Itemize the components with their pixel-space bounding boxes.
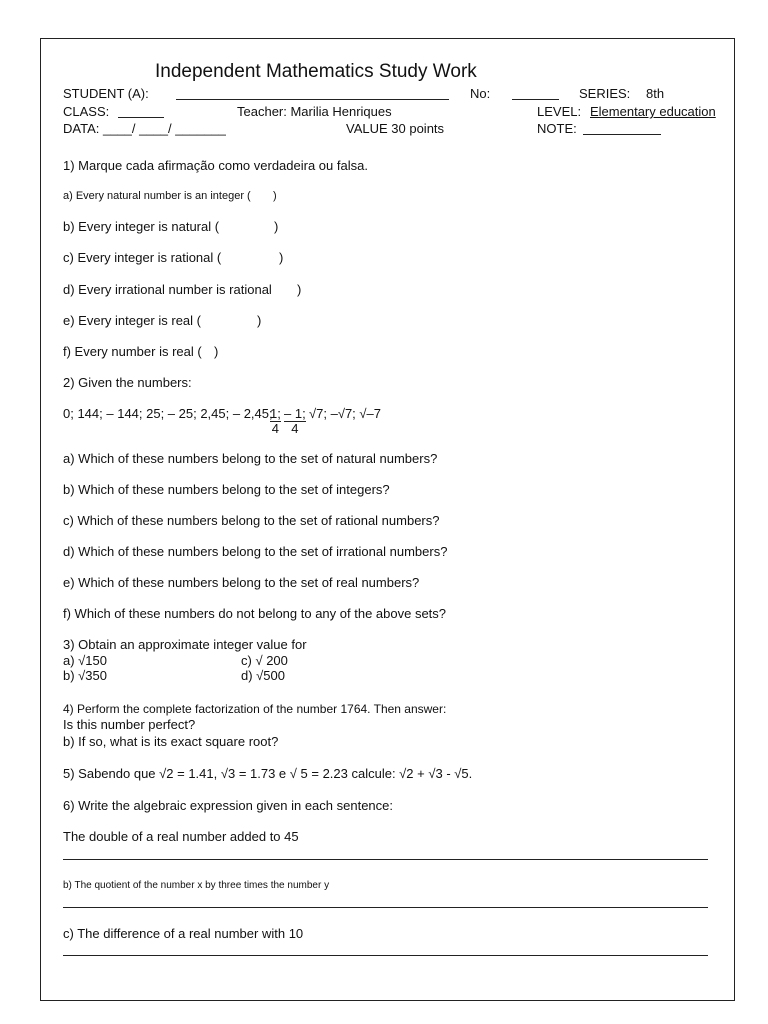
q3-item-d: d) √500 [241,668,285,683]
fraction-numerator: 1; [270,406,281,421]
q1-item-d: d) Every irrational number is rational [63,282,272,297]
question-4-prompt: 4) Perform the complete factorization of the number 1764. Then answer: [63,702,447,716]
question-5-text: 5) Sabendo que √2 = 1.41, √3 = 1.73 e √ 5 = 2.23 calcule: √2 + √3 - √5. [63,766,473,781]
q1-item-b-close: ) [274,219,279,234]
q1-item-c: c) Every integer is rational ( [63,250,222,265]
fraction-numerator: – 1; [284,406,306,421]
q1-item-b: b) Every integer is natural ( [63,219,220,234]
q1-item-e: e) Every integer is real ( [63,313,201,328]
question-1-prompt: 1) Marque cada afirmação como verdadeira ou falsa. [63,158,368,173]
page-title: Independent Mathematics Study Work [155,61,477,82]
q3-item-c: c) √ 200 [241,653,288,668]
number-blank[interactable] [512,99,559,100]
number-label: No: [470,86,491,101]
q2-numbers-prefix: 0; 144; – 144; 25; – 25; 2,45; – 2,45; [63,406,273,421]
q6-answer-line-b[interactable] [63,907,708,908]
q1-item-f-close: ) [214,344,219,359]
q1-item-d-close: ) [297,282,302,297]
fraction-denominator: 4 [284,421,306,436]
question-2-prompt: 2) Given the numbers: [63,375,192,390]
q6-item-a: The double of a real number added to 45 [63,829,299,844]
q6-answer-line-a[interactable] [63,859,708,860]
q1-item-c-close: ) [279,250,284,265]
student-label: STUDENT (A): [63,86,149,101]
q2-item-e: e) Which of these numbers belong to the set of real numbers? [63,575,420,590]
q2-item-a: a) Which of these numbers belong to the set of natural numbers? [63,451,438,466]
series-label: SERIES: [579,86,631,101]
fraction-denominator: 4 [271,421,280,436]
q2-item-f: f) Which of these numbers do not belong to any of the above sets? [63,606,447,621]
q2-item-d: d) Which of these numbers belong to the set of irrational numbers? [63,544,448,559]
question-3-prompt: 3) Obtain an approximate integer value for [63,637,307,652]
q3-item-a: a) √150 [63,653,107,668]
level-label: LEVEL: [537,104,582,119]
q2-fraction-one-quarter [270,407,281,436]
q6-item-b: b) The quotient of the number x by three times the number y [63,880,330,891]
teacher-name: Teacher: Marilia Henriques [237,104,392,119]
level-value: Elementary education [590,104,716,119]
q1-item-e-close: ) [257,313,262,328]
value-points: VALUE 30 points [346,121,445,136]
q1-item-a: a) Every natural number is an integer ( [63,190,251,202]
q1-item-f: f) Every number is real ( [63,344,202,359]
q6-item-c: c) The difference of a real number with 10 [63,926,304,941]
q2-item-b: b) Which of these numbers belong to the set of integers? [63,482,390,497]
q2-item-c: c) Which of these numbers belong to the set of rational numbers? [63,513,440,528]
question-6-prompt: 6) Write the algebraic expression given in each sentence: [63,798,394,813]
series-value: 8th [646,86,665,101]
q4-line-2: Is this number perfect? [63,717,196,732]
date-label: DATA: ____/ ____/ _______ [63,121,226,136]
q3-item-b: b) √350 [63,668,107,683]
q2-numbers-suffix: √7; –√7; √–7 [309,406,382,421]
note-blank[interactable] [583,134,661,135]
class-blank[interactable] [118,117,164,118]
student-blank[interactable] [176,99,449,100]
note-label: NOTE: [537,121,577,136]
q1-item-a-close: ) [273,190,277,202]
q6-answer-line-c[interactable] [63,955,708,956]
q2-fraction-neg-one-quarter [284,407,306,436]
q4-line-3: b) If so, what is its exact square root? [63,734,279,749]
class-label: CLASS: [63,104,110,119]
